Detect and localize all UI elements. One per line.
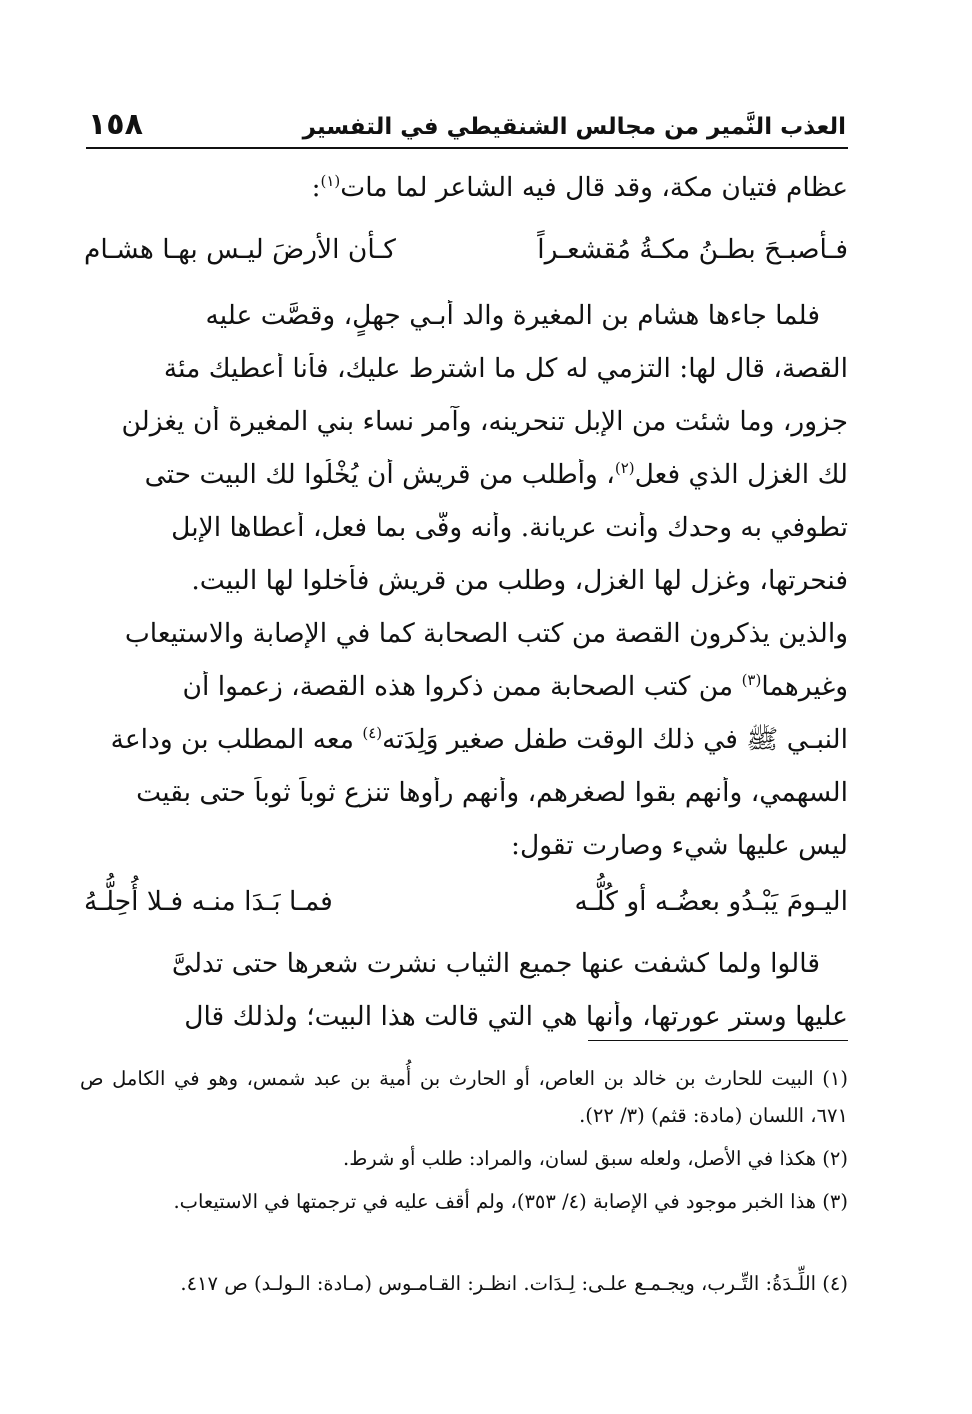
page-number: ١٥٨ [88, 107, 143, 142]
verse-1 [84, 234, 848, 284]
footnote-ref-3[interactable]: (٣) [741, 671, 762, 690]
text-span: قالوا ولما كشفت عنها جميع الثياب نشرت شعرها حتى تدلىَّ [171, 948, 820, 979]
text-span: عليها وستر عورتها، وأنها هي التي قالت هذا البيت؛ ولذلك قال [184, 1001, 848, 1032]
text-span: تطوفي به وحدك وأنت عريانة. وأنه وفَّى بما فعل، أعطاها الإبل [171, 512, 848, 543]
text-line-8 [84, 565, 848, 613]
text-line-3 [84, 300, 848, 348]
text-span: فنحرتها، وغزل لها الغزل، وطلب من قريش فأخلوا لها البيت. [191, 565, 848, 596]
verse-1-first-hemistich: فـأصبـحَ بطـنُ مكـةُ مُقشعـراً [537, 234, 848, 265]
header-rule [86, 147, 848, 149]
text-span: ، وأطلب من قريش أن يُخْلُوا لك البيت حتى [144, 459, 615, 490]
text-line-9 [84, 618, 848, 666]
text-line-1 [84, 172, 848, 220]
text-span: : [311, 172, 321, 203]
text-span: من كتب الصحابة ممن ذكروا هذه القصة، زعموا أن [182, 671, 742, 702]
verse-2 [84, 886, 848, 936]
text-line-15 [84, 948, 848, 996]
footnote-ref-4[interactable]: (٤) [362, 724, 383, 743]
text-line-13 [84, 830, 848, 878]
text-span: ليس عليها شيء وصارت تقول: [511, 830, 848, 861]
footnote-ref-2[interactable]: (٢) [614, 459, 635, 478]
text-span: السهمي، وأنهم بقوا لصغرهم، وأنهم رأوها تنزع ثوباً ثوباً حتى بقيت [136, 777, 848, 808]
text-span: القصة، قال لها: التزمي له كل ما اشترط عليك، فأنا أعطيك مئة [163, 353, 848, 384]
text-span: والذين يذكرون القصة من كتب الصحابة كما في الإصابة والاستيعاب [124, 618, 848, 649]
text-span: فلما جاءها هشام بن المغيرة والد أبـي جهلٍ، وقصَّت عليه [205, 300, 820, 331]
text-span: معه المطلب بن وداعة [110, 724, 363, 755]
page-header [88, 100, 846, 140]
text-line-11 [84, 724, 848, 772]
footnote-ref-1[interactable]: (١) [320, 172, 341, 191]
text-line-7 [84, 512, 848, 560]
text-span: لك الغزل الذي فعل [634, 459, 848, 490]
verse-2-second-hemistich: فمـا بَـدَا منـه فـلا أُحِلُّـهُ [84, 886, 333, 917]
running-title: العذب النَّمير من مجالس الشنقيطي في التفسير [302, 114, 846, 140]
footnote-separator [588, 1040, 848, 1041]
text-span: جزور، وما شئت من الإبل تنحرينه، وآمر نساء بني المغيرة أن يغزلن [121, 406, 848, 437]
text-span: عظام فتيان مكة، وقد قال فيه الشاعر لما مات [340, 172, 848, 203]
footnote-2: (٢) هكذا في الأصل، ولعله سبق لسان، والمراد: طلب أو شرط. [343, 1147, 848, 1170]
footnote-3: (٣) هذا الخبر موجود في الإصابة (٤/ ٣٥٣)، ولم أقف عليه في ترجمتها في الاستيعاب. [173, 1190, 848, 1213]
footnote-4: (٤) اللِّـدَةُ: التِّـرب، ويجـمـع علـى: لِـدَات. انظـر: القـامـوس (مـادة: الـولـد) ص ٤١٧. [180, 1272, 848, 1295]
text-span: النبـي ﷺ في ذلك الوقت طفل صغير وَلِدَته [382, 724, 848, 755]
footnote-1: (١) البيت للحارث بن خالد بن العاص، أو الحارث بن أُمية بن عبد شمس، وهو في الكامل ص ٦٧١، اللسان (مادة: قثم) (٣/ ٢٢). [80, 1067, 848, 1127]
verse-2-first-hemistich: اليـومَ يَبْـدُو بعضُـه أو كُلُّـه [574, 886, 848, 917]
text-span: وغيرهما [761, 671, 848, 702]
text-line-10 [84, 671, 848, 719]
text-line-5 [84, 406, 848, 454]
text-line-4 [84, 353, 848, 401]
text-line-16 [84, 1001, 848, 1049]
verse-1-second-hemistich: كـأن الأرضَ ليـس بهـا هشـام [84, 234, 396, 265]
text-line-12 [84, 777, 848, 825]
text-line-6 [84, 459, 848, 507]
